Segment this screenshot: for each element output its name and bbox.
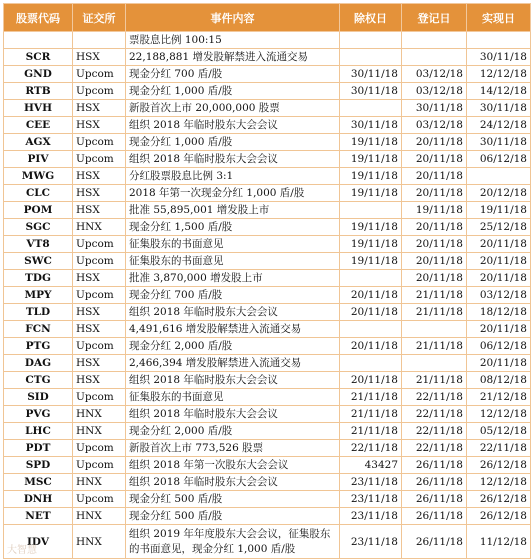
record-date-cell: 03/12/18: [402, 117, 467, 134]
ex-date-cell: 43427: [340, 457, 402, 474]
pay-date-cell: 26/12/18: [467, 457, 531, 474]
exchange-cell: HNX: [73, 474, 126, 491]
record-date-cell: 22/11/18: [402, 423, 467, 440]
ex-date-cell: 21/11/18: [340, 423, 402, 440]
stock-code-cell: SID: [4, 389, 73, 406]
record-date-cell: 26/11/18: [402, 508, 467, 525]
table-row: [4, 168, 531, 185]
exchange-cell: HSX: [73, 304, 126, 321]
header-pay-date: 实现日: [467, 4, 531, 32]
exchange-cell: HNX: [73, 508, 126, 525]
pay-date-cell: 26/12/18: [467, 491, 531, 508]
pay-date-cell: 11/12/18: [467, 525, 531, 559]
record-date-cell: 20/11/18: [402, 185, 467, 202]
table-row: [4, 83, 531, 100]
record-date-cell: 22/11/18: [402, 440, 467, 457]
stock-code-cell: CEE: [4, 117, 73, 134]
header-event: 事件内容: [126, 4, 340, 32]
header-exchange: 证交所: [73, 4, 126, 32]
stock-code-cell: SCR: [4, 49, 73, 66]
stock-code-cell: SGC: [4, 219, 73, 236]
record-date-cell: [402, 321, 467, 338]
table-row: [4, 508, 531, 525]
event-cell: 组织 2018 年第一次股东大会会议: [126, 457, 340, 474]
record-date-cell: 26/11/18: [402, 474, 467, 491]
record-date-cell: 21/11/18: [402, 338, 467, 355]
exchange-cell: HSX: [73, 355, 126, 372]
table-row: [4, 491, 531, 508]
event-cell: 22,188,881 增发股解禁进入流通交易: [126, 49, 340, 66]
record-date-cell: 20/11/18: [402, 168, 467, 185]
pay-date-cell: 20/11/18: [467, 355, 531, 372]
pay-date-cell: 06/12/18: [467, 338, 531, 355]
stock-code-cell: MPY: [4, 287, 73, 304]
table-row: [4, 49, 531, 66]
exchange-cell: Upcom: [73, 491, 126, 508]
pay-date-cell: 20/11/18: [467, 321, 531, 338]
table-header-row: [4, 4, 531, 32]
table-row: [4, 270, 531, 287]
event-cell: 现金分红 1,000 盾/股: [126, 134, 340, 151]
pay-date-cell: 20/11/18: [467, 270, 531, 287]
events-table-container: [3, 3, 530, 559]
record-date-cell: 19/11/18: [402, 202, 467, 219]
ex-date-cell: [340, 32, 402, 49]
pay-date-cell: 08/12/18: [467, 372, 531, 389]
ex-date-cell: 19/11/18: [340, 253, 402, 270]
event-cell: 批准 55,895,001 增发股上市: [126, 202, 340, 219]
event-cell: 征集股东的书面意见: [126, 253, 340, 270]
pay-date-cell: [467, 32, 531, 49]
ex-date-cell: [340, 49, 402, 66]
ex-date-cell: 20/11/18: [340, 287, 402, 304]
exchange-cell: Upcom: [73, 457, 126, 474]
exchange-cell: HNX: [73, 406, 126, 423]
pay-date-cell: 06/12/18: [467, 151, 531, 168]
exchange-cell: Upcom: [73, 236, 126, 253]
event-cell: 组织 2018 年临时股东大会会议: [126, 474, 340, 491]
stock-code-cell: SPD: [4, 457, 73, 474]
record-date-cell: 22/11/18: [402, 406, 467, 423]
exchange-cell: HSX: [73, 49, 126, 66]
exchange-cell: Upcom: [73, 287, 126, 304]
pay-date-cell: 30/11/18: [467, 134, 531, 151]
exchange-cell: HNX: [73, 525, 126, 559]
pay-date-cell: 03/12/18: [467, 287, 531, 304]
pay-date-cell: 18/12/18: [467, 304, 531, 321]
exchange-cell: Upcom: [73, 66, 126, 83]
table-body: [4, 32, 531, 559]
stock-code-cell: CLC: [4, 185, 73, 202]
ex-date-cell: 19/11/18: [340, 168, 402, 185]
pay-date-cell: 24/12/18: [467, 117, 531, 134]
record-date-cell: 26/11/18: [402, 491, 467, 508]
ex-date-cell: 23/11/18: [340, 525, 402, 559]
record-date-cell: 03/12/18: [402, 83, 467, 100]
event-cell: 征集股东的书面意见: [126, 389, 340, 406]
table-row: [4, 355, 531, 372]
stock-code-cell: MWG: [4, 168, 73, 185]
table-row: [4, 32, 531, 49]
event-cell: 新股首次上市 773,526 股票: [126, 440, 340, 457]
table-row: [4, 185, 531, 202]
exchange-cell: Upcom: [73, 389, 126, 406]
stock-code-cell: TDG: [4, 270, 73, 287]
stock-code-cell: CTG: [4, 372, 73, 389]
table-row: [4, 474, 531, 491]
event-cell: 2018 年第一次现金分红 1,000 盾/股: [126, 185, 340, 202]
stock-code-cell: PVG: [4, 406, 73, 423]
exchange-cell: HSX: [73, 185, 126, 202]
watermark: 大智慧: [7, 545, 37, 556]
exchange-cell: HSX: [73, 100, 126, 117]
exchange-cell: HSX: [73, 202, 126, 219]
exchange-cell: Upcom: [73, 253, 126, 270]
stock-code-cell: VT8: [4, 236, 73, 253]
event-cell: 现金分红 700 盾/股: [126, 66, 340, 83]
record-date-cell: [402, 49, 467, 66]
stock-code-cell: AGX: [4, 134, 73, 151]
record-date-cell: 20/11/18: [402, 219, 467, 236]
event-cell: 批准 3,870,000 增发股上市: [126, 270, 340, 287]
record-date-cell: 30/11/18: [402, 100, 467, 117]
stock-code-cell: PTG: [4, 338, 73, 355]
stock-code-cell: GND: [4, 66, 73, 83]
table-row: [4, 134, 531, 151]
table-row: [4, 287, 531, 304]
ex-date-cell: 22/11/18: [340, 440, 402, 457]
ex-date-cell: 23/11/18: [340, 508, 402, 525]
exchange-cell: HSX: [73, 321, 126, 338]
exchange-cell: Upcom: [73, 134, 126, 151]
pay-date-cell: 12/12/18: [467, 66, 531, 83]
table-row: [4, 457, 531, 474]
table-row: [4, 236, 531, 253]
pay-date-cell: 12/12/18: [467, 406, 531, 423]
record-date-cell: 26/11/18: [402, 457, 467, 474]
event-cell: 组织 2018 年临时股东大会会议: [126, 304, 340, 321]
table-row: [4, 219, 531, 236]
pay-date-cell: 05/12/18: [467, 423, 531, 440]
table-row: [4, 389, 531, 406]
stock-code-cell: PDT: [4, 440, 73, 457]
event-cell: 新股首次上市 20,000,000 股票: [126, 100, 340, 117]
stock-code-cell: LHC: [4, 423, 73, 440]
header-record-date: 登记日: [402, 4, 467, 32]
pay-date-cell: 12/12/18: [467, 474, 531, 491]
event-cell: 组织 2018 年临时股东大会会议: [126, 372, 340, 389]
event-cell: 分红股票股息比例 3:1: [126, 168, 340, 185]
stock-code-cell: MSC: [4, 474, 73, 491]
ex-date-cell: 30/11/18: [340, 83, 402, 100]
event-cell: 票股息比例 100:15: [126, 32, 340, 49]
exchange-cell: HNX: [73, 219, 126, 236]
table-row: [4, 151, 531, 168]
stock-code-cell: SWC: [4, 253, 73, 270]
record-date-cell: 20/11/18: [402, 236, 467, 253]
exchange-cell: Upcom: [73, 83, 126, 100]
header-ex-date: 除权日: [340, 4, 402, 32]
stock-code-cell: [4, 32, 73, 49]
event-cell: 组织 2018 年临时股东大会会议: [126, 151, 340, 168]
stock-code-cell: HVH: [4, 100, 73, 117]
event-cell: 4,491,616 增发股解禁进入流通交易: [126, 321, 340, 338]
pay-date-cell: 19/11/18: [467, 202, 531, 219]
record-date-cell: 26/11/18: [402, 525, 467, 559]
pay-date-cell: 30/11/18: [467, 49, 531, 66]
exchange-cell: HSX: [73, 372, 126, 389]
ex-date-cell: 20/11/18: [340, 338, 402, 355]
ex-date-cell: [340, 321, 402, 338]
stock-code-cell: POM: [4, 202, 73, 219]
table-row: [4, 202, 531, 219]
table-row: [4, 338, 531, 355]
exchange-cell: Upcom: [73, 338, 126, 355]
record-date-cell: 20/11/18: [402, 134, 467, 151]
pay-date-cell: 20/11/18: [467, 236, 531, 253]
record-date-cell: 20/11/18: [402, 253, 467, 270]
exchange-cell: [73, 32, 126, 49]
stock-code-cell: RTB: [4, 83, 73, 100]
ex-date-cell: 19/11/18: [340, 134, 402, 151]
ex-date-cell: 21/11/18: [340, 389, 402, 406]
ex-date-cell: 19/11/18: [340, 236, 402, 253]
event-cell: 现金分红 700 盾/股: [126, 287, 340, 304]
ex-date-cell: 23/11/18: [340, 474, 402, 491]
exchange-cell: HSX: [73, 117, 126, 134]
record-date-cell: 21/11/18: [402, 372, 467, 389]
event-cell: 组织 2018 年临时股东大会会议: [126, 117, 340, 134]
event-cell: 现金分红 500 盾/股: [126, 508, 340, 525]
record-date-cell: [402, 355, 467, 372]
record-date-cell: 21/11/18: [402, 304, 467, 321]
event-cell: 现金分红 2,000 盾/股: [126, 423, 340, 440]
exchange-cell: Upcom: [73, 151, 126, 168]
pay-date-cell: [467, 168, 531, 185]
pay-date-cell: 30/11/18: [467, 100, 531, 117]
table-row: [4, 406, 531, 423]
stock-code-cell: IDV: [4, 525, 73, 559]
ex-date-cell: 20/11/18: [340, 372, 402, 389]
stock-code-cell: NET: [4, 508, 73, 525]
stock-code-cell: FCN: [4, 321, 73, 338]
header-stock-code: 股票代码: [4, 4, 73, 32]
table-row: [4, 321, 531, 338]
event-cell: 2,466,394 增发股解禁进入流通交易: [126, 355, 340, 372]
event-cell: 现金分红 500 盾/股: [126, 491, 340, 508]
ex-date-cell: 19/11/18: [340, 185, 402, 202]
exchange-cell: HSX: [73, 168, 126, 185]
ex-date-cell: [340, 202, 402, 219]
pay-date-cell: 25/12/18: [467, 219, 531, 236]
stock-code-cell: DNH: [4, 491, 73, 508]
ex-date-cell: 30/11/18: [340, 117, 402, 134]
exchange-cell: Upcom: [73, 440, 126, 457]
stock-code-cell: PIV: [4, 151, 73, 168]
ex-date-cell: [340, 355, 402, 372]
event-cell: 现金分红 1,500 盾/股: [126, 219, 340, 236]
table-row: [4, 253, 531, 270]
record-date-cell: 03/12/18: [402, 66, 467, 83]
event-cell: 现金分红 2,000 盾/股: [126, 338, 340, 355]
record-date-cell: 20/11/18: [402, 151, 467, 168]
exchange-cell: HNX: [73, 423, 126, 440]
pay-date-cell: 21/12/18: [467, 389, 531, 406]
ex-date-cell: 19/11/18: [340, 151, 402, 168]
record-date-cell: 20/11/18: [402, 270, 467, 287]
event-cell: 现金分红 1,000 盾/股: [126, 83, 340, 100]
stock-code-cell: DAG: [4, 355, 73, 372]
stock-code-cell: TLD: [4, 304, 73, 321]
table-row: [4, 66, 531, 83]
table-row: [4, 117, 531, 134]
table-row: [4, 372, 531, 389]
ex-date-cell: 19/11/18: [340, 219, 402, 236]
event-cell: 组织 2019 年年度股东大会会议，征集股东的书面意见，现金分红 1,000 盾/股: [126, 525, 340, 559]
table-row: [4, 100, 531, 117]
ex-date-cell: 21/11/18: [340, 406, 402, 423]
event-cell: 征集股东的书面意见: [126, 236, 340, 253]
pay-date-cell: 26/12/18: [467, 508, 531, 525]
exchange-cell: HSX: [73, 270, 126, 287]
ex-date-cell: 23/11/18: [340, 491, 402, 508]
record-date-cell: 22/11/18: [402, 389, 467, 406]
table-row: [4, 440, 531, 457]
ex-date-cell: [340, 270, 402, 287]
pay-date-cell: 22/11/18: [467, 440, 531, 457]
record-date-cell: [402, 32, 467, 49]
pay-date-cell: 14/12/18: [467, 83, 531, 100]
table-row: [4, 423, 531, 440]
ex-date-cell: 20/11/18: [340, 304, 402, 321]
ex-date-cell: [340, 100, 402, 117]
events-table: [3, 3, 531, 559]
event-cell: 组织 2018 年临时股东大会会议: [126, 406, 340, 423]
pay-date-cell: 20/11/18: [467, 253, 531, 270]
pay-date-cell: 20/12/18: [467, 185, 531, 202]
table-row: [4, 304, 531, 321]
ex-date-cell: 30/11/18: [340, 66, 402, 83]
record-date-cell: 21/11/18: [402, 287, 467, 304]
